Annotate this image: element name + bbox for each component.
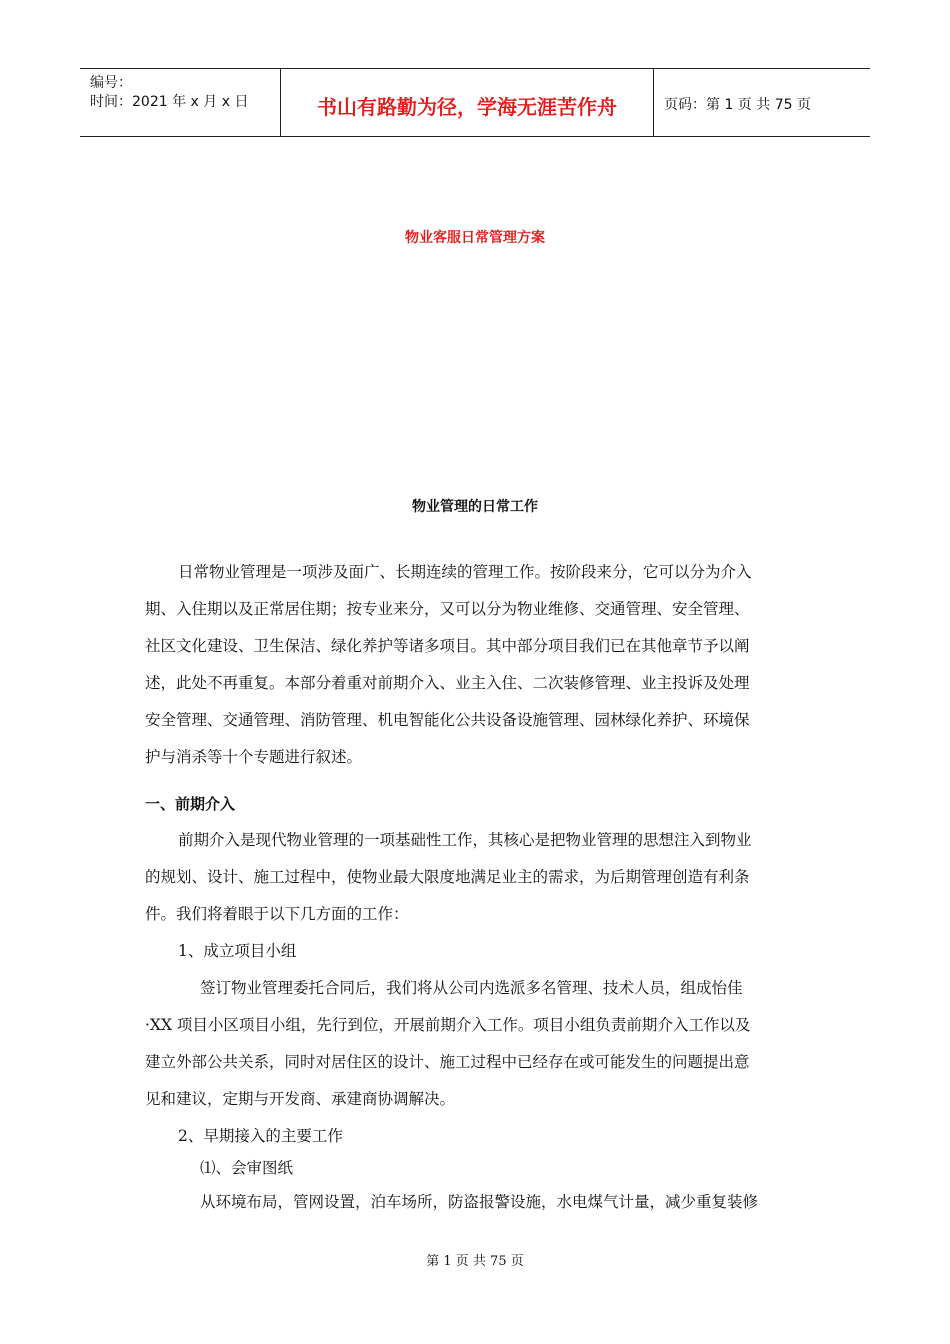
heading-early-intervention: 一、前期介入 — [145, 795, 236, 813]
subheading-main-work: 2、早期接入的主要工作 — [178, 1127, 343, 1145]
paragraph-line: 件。我们将着眼于以下几方面的工作： — [145, 905, 409, 923]
header-right-cell — [653, 69, 870, 136]
paragraph-line: 社区文化建设、卫生保洁、绿化养护等诸多项目。其中部分项目我们已在其他章节予以阐 — [145, 637, 750, 655]
paragraph-line: 前期介入是现代物业管理的一项基础性工作，其核心是把物业管理的思想注入到物业 — [178, 831, 752, 849]
paragraph-line: 期、入住期以及正常居住期；按专业来分，又可以分为物业维修、交通管理、安全管理、 — [145, 600, 750, 618]
section-title: 物业管理的日常工作 — [412, 499, 538, 515]
paragraph-line: 建立外部公共关系，同时对居住区的设计、施工过程中已经存在或可能发生的问题提出意 — [145, 1053, 750, 1071]
paragraph-line: ·XX 项目小区项目小组，先行到位，开展前期介入工作。项目小组负责前期介入工作以及 — [145, 1016, 751, 1034]
document-title: 物业客服日常管理方案 — [405, 230, 545, 246]
header-left-cell — [80, 69, 280, 136]
paragraph-line: 日常物业管理是一项涉及面广、长期连续的管理工作。按阶段来分，它可以分为介入 — [178, 563, 752, 581]
header-motto: 书山有路勤为径，学海无涯苦作舟 — [317, 95, 617, 119]
paragraph-line: 护与消杀等十个专题进行叙述。 — [145, 748, 363, 766]
paragraph-line: 述，此处不再重复。本部分着重对前期介入、业主入住、二次装修管理、业主投诉及处理 — [145, 674, 750, 692]
subheading-review-drawings: ⑴、会审图纸 — [200, 1159, 294, 1177]
paragraph-line: 从环境布局，管网设置，泊车场所，防盗报警设施，水电煤气计量，减少重复装修 — [200, 1193, 759, 1211]
date-label: 时间：2021 年 x 月 x 日 — [90, 94, 249, 110]
header-middle-cell — [280, 69, 654, 136]
subheading-project-team: 1、成立项目小组 — [178, 942, 297, 960]
document-header — [80, 68, 870, 137]
serial-number-label: 编号： — [90, 75, 132, 91]
header-page-number: 页码：第 1 页 共 75 页 — [664, 97, 811, 113]
paragraph-line: 的规划、设计、施工过程中，使物业最大限度地满足业主的需求，为后期管理创造有利条 — [145, 868, 750, 886]
paragraph-line: 见和建议，定期与开发商、承建商协调解决。 — [145, 1090, 456, 1108]
paragraph-line: 安全管理、交通管理、消防管理、机电智能化公共设备设施管理、园林绿化养护、环境保 — [145, 711, 750, 729]
footer-page-number: 第 1 页 共 75 页 — [426, 1254, 524, 1269]
paragraph-line: 签订物业管理委托合同后，我们将从公司内选派多名管理、技术人员，组成怡佳 — [200, 979, 743, 997]
